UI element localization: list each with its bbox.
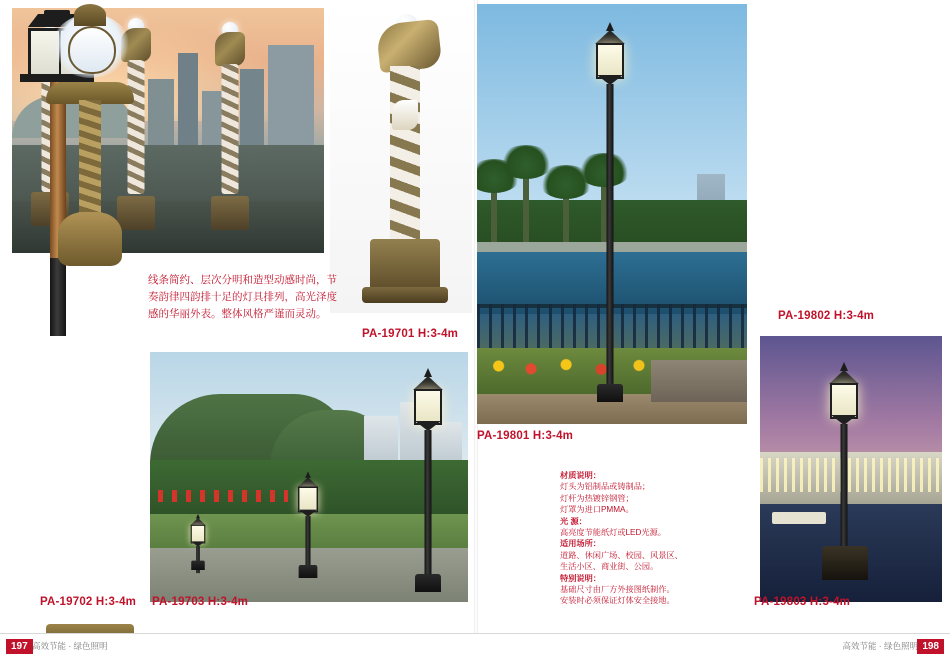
spec-line: 光 源： [560,516,587,526]
crane-ornament [392,100,418,130]
lantern-glass [298,487,318,513]
lantern-glass [596,43,624,79]
image-waterfront-promenade [477,4,747,424]
lamp-post [187,514,210,570]
folio-left: 197 [6,639,33,654]
dragon-ornament [376,19,443,73]
lamp-base [191,561,205,570]
lamp-post [288,471,328,578]
caption-pa-19803: PA-19803 H:3-4m [754,596,851,608]
palm-tree [491,179,497,249]
caption-pa-19703: PA-19703 H:3-4m [152,596,249,608]
product-description: 线条简约、层次分明和造型动感时尚，节奏韵律四韵排十足的灯具排列，高光泽度感的华丽外表。整体风格严谨而灵动。 [148,274,337,320]
stone-planter [651,360,747,402]
spec-line: 道路、休闲广场、校园、风景区、 [560,550,683,560]
lamp-base [415,574,441,592]
column-base [211,196,249,230]
lamp-post [392,368,464,592]
lantern-roof [413,376,443,390]
lamp-base [597,384,623,402]
column-shaft [222,64,239,194]
specs-title: 材质说明： [560,471,601,480]
lantern-cap [74,4,106,26]
lamp-base [299,565,318,578]
spec-line: 特别说明： [560,573,601,583]
caption-pa-19802: PA-19802 H:3-4m [778,310,875,322]
caption-pa-19702: PA-19702 H:3-4m [40,596,137,608]
spec-line: 高亮度节能纸灯或LED光源。 [560,528,666,538]
lamp-base [822,546,868,580]
spec-line: 生活小区、商业街、公园。 [560,562,659,572]
twisted-column [79,100,101,218]
lamp-pole [425,430,432,580]
building [178,53,198,149]
caption-pa-19801: PA-19801 H:3-4m [477,430,574,442]
column-base [117,196,155,230]
spec-line: 灯杆为热镀锌钢管； [560,493,634,503]
caption-pa-19701: PA-19701 H:3-4m [362,328,459,340]
material-specifications [560,470,760,607]
footer-bar [0,633,950,656]
image-dragon-column-closeup [330,8,472,313]
lamp-pole [607,84,614,384]
spec-line: 安装时必须保证灯体安全接地。 [560,596,675,606]
column-plinth [362,287,448,303]
lantern-roof [829,370,859,384]
lantern-glass [830,383,858,419]
vase-base [58,212,122,266]
spec-line: 适用场所： [560,539,601,549]
lantern-glass [68,26,116,74]
building [268,45,314,149]
spec-line: 灯头为铝制品或铸制品； [560,482,651,492]
folio-right: 198 [917,639,944,654]
footer-text-left: 高效节能 · 绿色照明 [32,641,108,651]
dragon-ornament [215,32,245,66]
palm-tree [523,165,529,249]
image-harbour-night [760,336,942,602]
flag-row [158,490,288,502]
spec-line: 基础尺寸由厂方外接图纸制作。 [560,585,675,595]
lower-pole [50,258,66,336]
footer-text-right: 高效节能 · 绿色照明 [842,641,918,651]
lantern-roof [595,30,625,44]
column-shaft [390,66,420,241]
lantern-glass [414,389,442,425]
lamp-post [565,22,655,402]
spec-line: 灯罩为进口PMMA。 [560,505,634,515]
image-park-path-lamps [150,352,468,602]
lamp-column [198,22,262,230]
column-shaft [128,60,145,194]
